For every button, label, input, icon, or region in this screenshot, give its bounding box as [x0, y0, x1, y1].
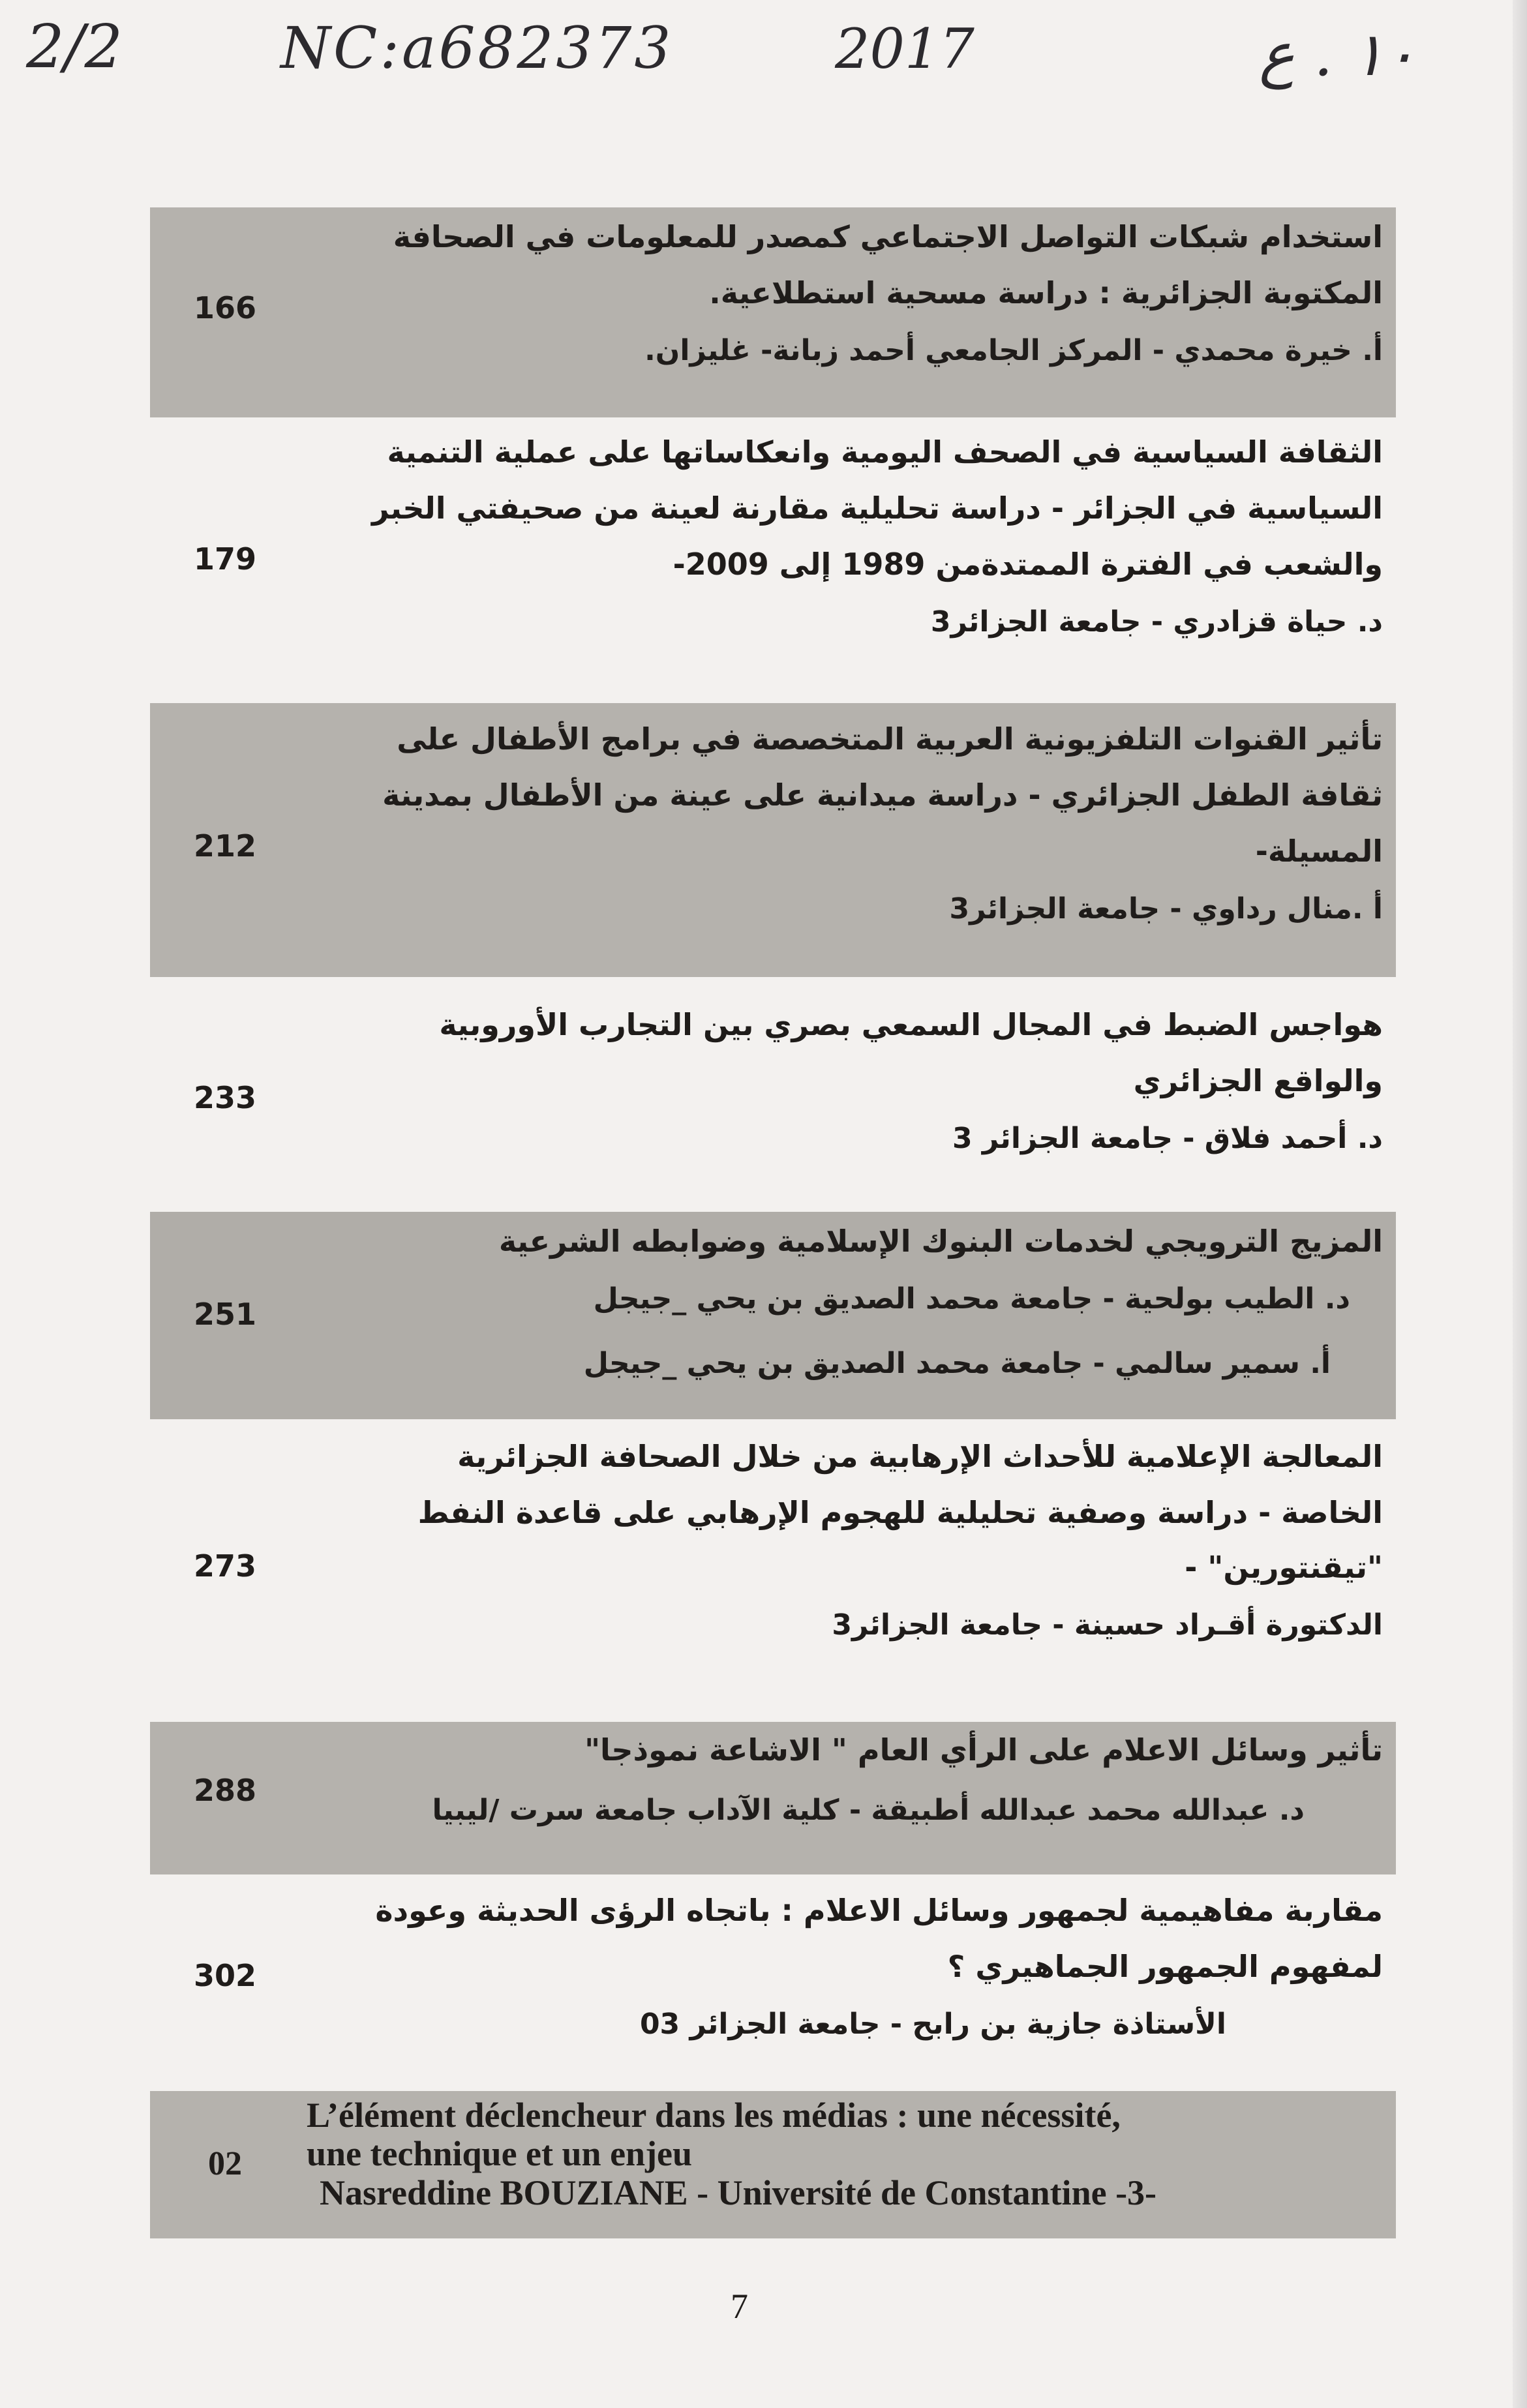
toc-entry-2-page: 179: [193, 541, 257, 577]
handwritten-code: NC:a682373: [280, 14, 674, 82]
toc-entry-6-page: 273: [193, 1548, 257, 1584]
toc-entry-5-page: 251: [193, 1297, 257, 1332]
handwritten-left-note: 2/2: [26, 12, 123, 82]
toc-entry-3-title-line: ثقافة الطفل الجزائري - دراسة ميدانية على عينة من الأطفال بمدينة: [382, 777, 1383, 813]
toc-entry-8: [287, 1895, 1383, 2041]
toc-entry-4: [287, 1007, 1383, 1155]
toc-entry-3-title-line: المسيلة-: [1255, 834, 1383, 869]
toc-entry-4-page: 233: [193, 1080, 257, 1115]
toc-entry-6-title-line: الخاصة - دراسة وصفية تحليلية للهجوم الإرهابي على قاعدة النفط: [417, 1495, 1383, 1530]
toc-entry-4-title-line: والواقع الجزائري: [1133, 1063, 1383, 1098]
toc-entry-6-title-line: المعالجة الإعلامية للأحداث الإرهابية من خلال الصحافة الجزائرية: [457, 1439, 1383, 1474]
toc-entry-french-title-line: une technique et un enjeu: [307, 2134, 693, 2174]
toc-entry-6-title-line: "تيقنتورين" -: [1185, 1550, 1383, 1585]
toc-entry-6-author: الدكتورة أقـراد حسينة - جامعة الجزائر3: [832, 1608, 1383, 1642]
toc-entry-3: [287, 721, 1383, 926]
toc-entry-3-page: 212: [193, 828, 257, 864]
toc-entry-2-title-line: والشعب في الفترة الممتدةمن 1989 إلى 2009-: [673, 547, 1383, 582]
toc-entry-1-title-line: استخدام شبكات التواصل الاجتماعي كمصدر للمعلومات في الصحافة: [393, 219, 1383, 254]
toc-entry-8-author: الأستاذة جازية بن رابح - جامعة الجزائر 03: [639, 2008, 1226, 2041]
toc-entry-1-author: أ. خيرة محمدي - المركز الجامعي أحمد زبانة- غليزان.: [644, 334, 1383, 367]
toc-entry-2-title-line: السياسية في الجزائر - دراسة تحليلية مقارنة لعينة من صحيفتي الخبر: [371, 490, 1383, 526]
toc-entry-2-title-line: الثقافة السياسية في الصحف اليومية وانعكاساتها على عملية التنمية: [387, 434, 1383, 470]
toc-entry-1: [287, 219, 1383, 367]
toc-entry-2-author: د. حياة قزادري - جامعة الجزائر3: [930, 605, 1383, 639]
toc-entry-7-page: 288: [193, 1773, 257, 1808]
toc-entry-5: [287, 1226, 1383, 1380]
toc-entry-8-title-line: مقاربة مفاهيمية لجمهور وسائل الاعلام : باتجاه الرؤى الحديثة وعودة: [375, 1893, 1383, 1928]
toc-entry-french: [307, 2096, 1389, 2212]
toc-entry-6: [287, 1441, 1383, 1642]
toc-entry-8-page: 302: [193, 1958, 257, 1993]
handwritten-issue-number: ١٠ . ع: [1259, 20, 1417, 89]
toc-entry-2: [287, 434, 1383, 639]
toc-entry-3-title-line: تأثير القنوات التلفزيونية العربية المتخصصة في برامج الأطفال على: [397, 721, 1383, 757]
toc-entry-3-author: أ .منال رداوي - جامعة الجزائر3: [949, 892, 1383, 926]
handwritten-year: 2017: [835, 17, 975, 81]
toc-entry-french-author: Nasreddine BOUZIANE - Université de Constantine -3-: [320, 2173, 1157, 2212]
toc-entry-1-page: 166: [193, 290, 257, 325]
toc-entry-7-title-line: تأثير وسائل الاعلام على الرأي العام " الاشاعة نموذجا": [584, 1732, 1383, 1768]
toc-entry-french-page: 02: [208, 2145, 242, 2182]
toc-entry-5-author: أ. سمير سالمي - جامعة محمد الصديق بن يحي _جيجل: [583, 1347, 1331, 1380]
toc-entry-1-title-line: المكتوبة الجزائرية : دراسة مسحية استطلاعية.: [709, 275, 1383, 310]
toc-entry-5-author: د. الطيب بولحية - جامعة محمد الصديق بن يحي _جيجل: [593, 1282, 1350, 1316]
toc-entry-4-author: د. أحمد فلاق - جامعة الجزائر 3: [952, 1122, 1383, 1155]
toc-entry-french-title-line: L’élément déclencheur dans les médias : une nécessité,: [307, 2096, 1121, 2135]
toc-entry-7: [287, 1732, 1383, 1827]
toc-entry-5-title-line: المزيج الترويجي لخدمات البنوك الإسلامية وضوابطه الشرعية: [498, 1224, 1383, 1259]
scan-edge: [1513, 0, 1527, 2408]
toc-entry-7-author: د. عبدالله محمد عبدالله أطبيقة - كلية الآداب جامعة سرت /ليبيا: [432, 1794, 1305, 1827]
page-number: 7: [731, 2287, 748, 2326]
toc-entry-8-title-line: لمفهوم الجمهور الجماهيري ؟: [947, 1949, 1383, 1984]
toc-entry-4-title-line: هواجس الضبط في المجال السمعي بصري بين التجارب الأوروبية: [439, 1007, 1383, 1042]
